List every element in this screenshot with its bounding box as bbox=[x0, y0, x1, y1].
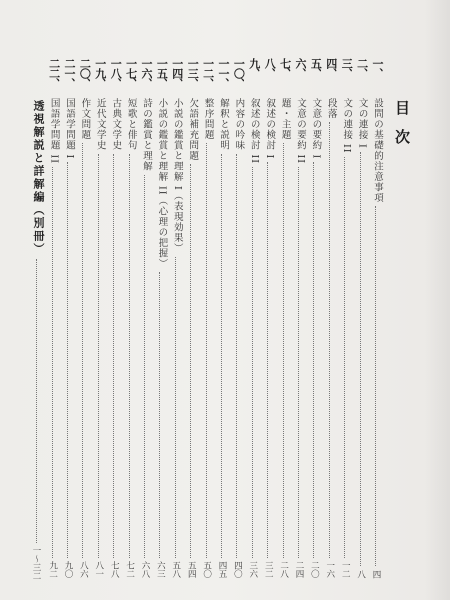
leader-dots bbox=[82, 143, 83, 558]
toc-entry bbox=[184, 58, 200, 578]
leader-dots bbox=[36, 259, 37, 543]
toc-entry-number: 一九、 bbox=[93, 58, 107, 88]
toc-entry-title: 小説の鑑賞と理解 II（心理の把握） bbox=[156, 98, 168, 270]
toc-entry bbox=[277, 58, 290, 578]
toc-entry bbox=[292, 58, 305, 578]
toc-entry-title: 近代文学史 bbox=[94, 98, 106, 151]
toc-entry-page: 四五 bbox=[217, 561, 227, 578]
leader-dots bbox=[67, 162, 68, 558]
toc-entry-page: 八一 bbox=[93, 561, 104, 578]
toc-entry bbox=[307, 58, 323, 578]
toc-entry-number: 二〇、 bbox=[78, 58, 92, 88]
toc-entry bbox=[61, 58, 74, 578]
leader-dots bbox=[313, 162, 314, 558]
leader-dots bbox=[252, 167, 253, 558]
toc-entry bbox=[338, 58, 354, 578]
toc-entry-page: 六三 bbox=[155, 561, 166, 578]
answer-section-page: 一〜三二 bbox=[31, 546, 41, 580]
toc-entry bbox=[215, 58, 228, 578]
toc-entry-title: 文の連接 II bbox=[341, 98, 353, 154]
leader-dots bbox=[221, 154, 222, 558]
leader-dots bbox=[298, 167, 299, 558]
leader-dots bbox=[98, 154, 99, 558]
toc-entry-title: 小説の鑑賞と理解 I（表現効果） bbox=[171, 98, 183, 254]
leader-dots bbox=[283, 143, 284, 558]
toc-entry bbox=[246, 58, 259, 578]
toc-entry-title: 作文問題 bbox=[79, 98, 91, 140]
leader-dots bbox=[144, 175, 145, 558]
toc-entry bbox=[354, 58, 367, 578]
toc-entry-page: 一六 bbox=[324, 561, 335, 578]
toc-entry-title: 解釈と説明 bbox=[218, 98, 229, 151]
toc-entry-page: 三二 bbox=[263, 561, 274, 578]
toc-entry-number: 二、 bbox=[355, 58, 369, 78]
leader-dots bbox=[329, 122, 330, 558]
leader-dots bbox=[159, 272, 160, 558]
toc-entry-number: 七、 bbox=[278, 58, 292, 78]
toc-entry-title: 詩の鑑賞と理解 bbox=[141, 98, 152, 172]
toc-entry-number: 一五、 bbox=[155, 58, 169, 88]
toc-entry-number: 一七、 bbox=[124, 58, 138, 88]
toc-entry bbox=[200, 58, 213, 578]
toc-entry-page: 八六 bbox=[78, 561, 89, 578]
toc-entry-title: 古典文学史 bbox=[110, 98, 122, 151]
answer-section-label: 透視解説と詳解編（別冊） bbox=[32, 100, 45, 256]
toc-entry-number: 一一、 bbox=[217, 58, 230, 88]
toc-entry-page: 八 bbox=[355, 569, 366, 578]
toc-entry-page: 五八 bbox=[170, 561, 181, 578]
toc-entry-page: 二〇 bbox=[309, 561, 320, 578]
toc-entry-number: 一八、 bbox=[109, 58, 123, 88]
toc-entry-number: 一四、 bbox=[170, 58, 184, 88]
toc-entry-page: 九二 bbox=[47, 561, 58, 578]
leader-dots bbox=[344, 157, 345, 558]
toc-entry-number: 八、 bbox=[263, 58, 277, 78]
toc-entry-title: 国語学問題 I bbox=[64, 98, 75, 160]
toc-entry-page: 四 bbox=[371, 569, 381, 578]
toc-entry-page: 四〇 bbox=[232, 561, 243, 578]
toc-entry-number: 二二、 bbox=[47, 58, 61, 88]
toc-entry-title: 叙述の検討 I bbox=[264, 98, 276, 160]
toc-entry-page: 二四 bbox=[294, 561, 304, 578]
toc-entry-title: 整序問題 bbox=[202, 98, 214, 140]
toc-entry-number: 六、 bbox=[294, 58, 307, 78]
toc-entry bbox=[261, 58, 277, 578]
toc-entry bbox=[169, 58, 182, 578]
toc-entry-number: 四、 bbox=[324, 58, 338, 78]
toc-entry-number: 一〇、 bbox=[232, 58, 246, 88]
toc-entry-title: 文意の要約 II bbox=[295, 98, 306, 165]
toc-entry-page: 五四 bbox=[186, 561, 197, 578]
toc-entry bbox=[369, 58, 382, 578]
toc-entry-page: 一二 bbox=[340, 561, 351, 578]
toc-entry bbox=[92, 58, 105, 578]
toc-entry bbox=[76, 58, 92, 578]
toc-entry-title: 題・主題 bbox=[279, 98, 291, 140]
toc-entry-number: 三、 bbox=[340, 58, 354, 78]
toc-entry-page: 五〇 bbox=[201, 561, 212, 578]
leader-dots bbox=[52, 167, 53, 558]
toc-title: 目次 bbox=[393, 100, 411, 158]
toc-entry-title: 内容の吟味 bbox=[233, 98, 245, 151]
toc-entry-page: 三六 bbox=[247, 561, 258, 578]
leader-dots bbox=[129, 154, 130, 558]
toc-entry-title: 叙述の検討 II bbox=[248, 98, 260, 165]
toc-entry bbox=[107, 58, 123, 578]
toc-entry bbox=[323, 58, 336, 578]
toc-entry bbox=[123, 58, 136, 578]
toc-entry-title: 国語学問題 II bbox=[48, 98, 60, 165]
toc-entry-page: 七二 bbox=[124, 561, 135, 578]
toc-entry-page: 六八 bbox=[140, 561, 150, 578]
leader-dots bbox=[236, 154, 237, 558]
leader-dots bbox=[175, 257, 176, 558]
toc-entry-number: 一、 bbox=[371, 58, 384, 78]
leader-dots bbox=[267, 162, 268, 558]
leader-dots bbox=[375, 206, 376, 566]
toc-entry-number: 二一、 bbox=[63, 58, 76, 88]
toc-entry-title: 設問の基礎的注意事項 bbox=[372, 98, 383, 203]
answer-section-entry bbox=[29, 100, 45, 580]
toc-entry-page: 九〇 bbox=[63, 561, 73, 578]
toc-entry-page: 七八 bbox=[109, 561, 120, 578]
toc-entry-number: 一三、 bbox=[186, 58, 200, 88]
leader-dots bbox=[360, 152, 361, 566]
leader-dots bbox=[113, 154, 114, 558]
toc-entry-title: 短歌と俳句 bbox=[125, 98, 137, 151]
toc-entry bbox=[230, 58, 246, 578]
toc-entry-title: 文意の要約 I bbox=[310, 98, 322, 160]
leader-dots bbox=[190, 164, 191, 558]
toc-entry-number: 五、 bbox=[309, 58, 323, 78]
toc-entry-title: 段落 bbox=[325, 98, 337, 119]
toc-entry-number: 九、 bbox=[247, 58, 261, 78]
toc-entry-number: 一二、 bbox=[201, 58, 215, 88]
toc-entry bbox=[46, 58, 59, 578]
toc-entry-number: 一六、 bbox=[140, 58, 153, 88]
toc-entry bbox=[153, 58, 169, 578]
toc-entry-title: 欠語補充問題 bbox=[187, 98, 199, 161]
toc-entry-page: 二八 bbox=[278, 561, 289, 578]
toc-entry bbox=[138, 58, 151, 578]
leader-dots bbox=[206, 143, 207, 558]
toc-entry-title: 文の連接 I bbox=[356, 98, 368, 149]
